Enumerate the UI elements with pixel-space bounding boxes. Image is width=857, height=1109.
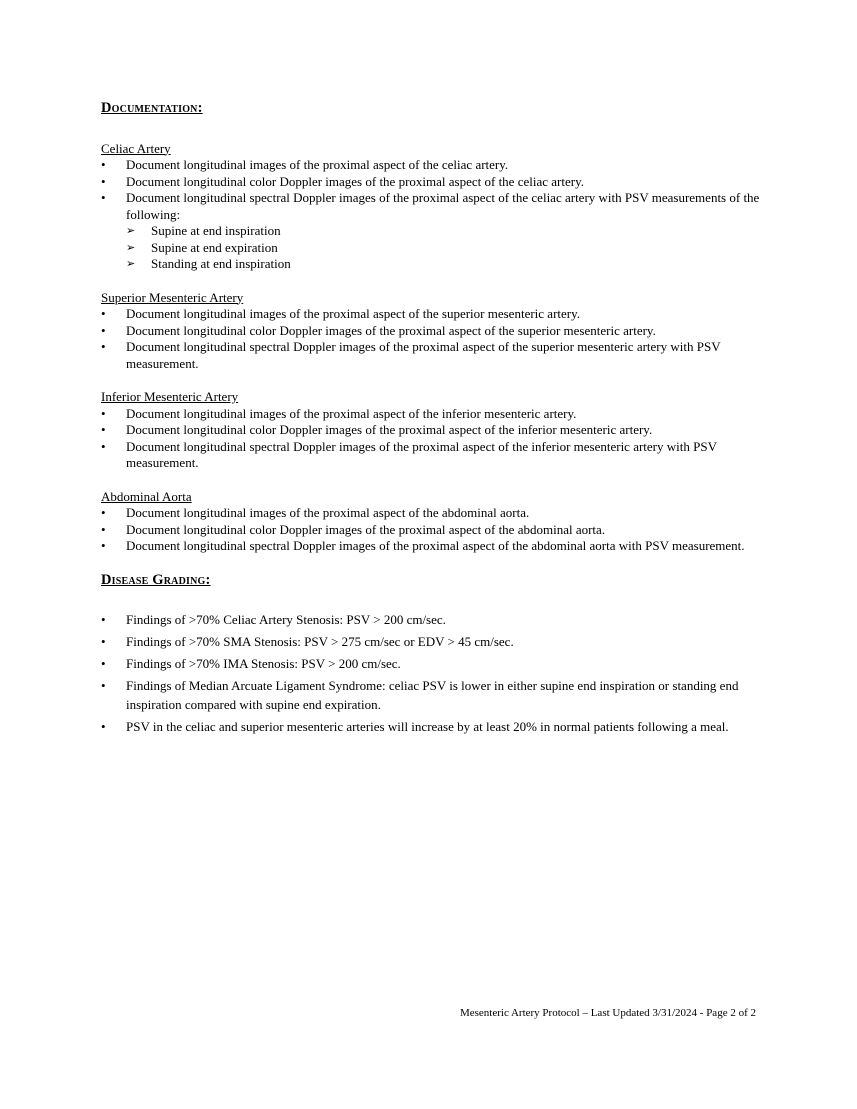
- item-text: PSV in the celiac and superior mesenteric arteries will increase by at least 20% in normal patients following a meal.: [126, 719, 729, 734]
- section-title: Inferior Mesenteric Artery: [101, 389, 239, 404]
- list-item: [101, 190, 761, 273]
- arrow-bullet-icon: ➢: [126, 241, 136, 254]
- list-item: [101, 406, 761, 423]
- bullet-icon: •: [101, 656, 106, 671]
- list-item: [101, 306, 761, 323]
- section-title: Celiac Artery: [101, 140, 171, 156]
- item-text: Findings of Median Arcuate Ligament Syndrome: celiac PSV is lower in either supine end inspiration or standing end inspiration compared with supine end expiration.: [126, 678, 739, 712]
- item-text: Document longitudinal images of the proximal aspect of the inferior mesenteric artery.: [126, 405, 577, 421]
- list-item: [101, 323, 761, 340]
- documentation-sections: [101, 141, 761, 555]
- item-text: Document longitudinal color Doppler images of the proximal aspect of the inferior mesenteric artery.: [126, 422, 653, 437]
- list-item: [101, 174, 761, 191]
- bullet-icon: •: [101, 634, 106, 649]
- list-item: [101, 676, 761, 714]
- item-text: Document longitudinal images of the proximal aspect of the abdominal aorta.: [126, 505, 530, 520]
- section-inferior-mesenteric-artery: [101, 389, 761, 472]
- bullet-icon: •: [101, 612, 106, 627]
- sub-list-item: [126, 223, 761, 240]
- item-text: Findings of >70% IMA Stenosis: PSV > 200 cm/sec.: [126, 656, 401, 671]
- list-item: [101, 632, 761, 651]
- list-item: [101, 339, 761, 372]
- bullet-icon: •: [101, 339, 106, 354]
- bullet-icon: •: [101, 438, 106, 454]
- bullet-icon: •: [101, 157, 106, 172]
- item-text: Document longitudinal color Doppler images of the proximal aspect of the abdominal aorta.: [126, 521, 606, 537]
- bullet-icon: •: [101, 719, 106, 734]
- item-text: Document longitudinal spectral Doppler images of the proximal aspect of the superior mesenteric artery with PSV measurement.: [126, 339, 721, 371]
- list-item: [101, 522, 761, 539]
- sub-list-item: [126, 240, 761, 257]
- bullet-icon: •: [101, 190, 106, 205]
- arrow-bullet-icon: ➢: [126, 258, 136, 270]
- item-text: Document longitudinal images of the proximal aspect of the celiac artery.: [126, 157, 509, 172]
- item-text: Document longitudinal spectral Doppler images of the proximal aspect of the abdominal aorta with PSV measurement.: [126, 538, 745, 553]
- sub-item-text: Supine at end expiration: [151, 239, 278, 255]
- sub-item-text: Supine at end inspiration: [151, 223, 281, 238]
- item-text: Findings of >70% SMA Stenosis: PSV > 275 cm/sec or EDV > 45 cm/sec.: [126, 634, 514, 649]
- item-text: Document longitudinal color Doppler images of the proximal aspect of the celiac artery.: [126, 173, 584, 189]
- document-page: [101, 100, 761, 739]
- item-text: Document longitudinal color Doppler images of the proximal aspect of the superior mesenteric artery.: [126, 322, 656, 338]
- list-item: [101, 422, 761, 439]
- sub-list: [126, 223, 761, 273]
- bullet-icon: •: [101, 521, 106, 537]
- arrow-bullet-icon: ➢: [126, 225, 136, 237]
- bullet-icon: •: [101, 306, 106, 321]
- bullet-icon: •: [101, 678, 106, 693]
- section-celiac-artery: [101, 141, 761, 273]
- sub-list-item: [126, 256, 761, 273]
- section-superior-mesenteric-artery: [101, 290, 761, 373]
- item-text: Findings of >70% Celiac Artery Stenosis: PSV > 200 cm/sec.: [126, 612, 446, 627]
- list-item: [101, 439, 761, 472]
- list-item: [101, 538, 761, 555]
- disease-grading-heading: Disease Grading:: [101, 571, 211, 588]
- list-item: [101, 505, 761, 522]
- bullet-icon: •: [101, 322, 106, 338]
- list-item: [101, 610, 761, 629]
- section-abdominal-aorta: [101, 489, 761, 555]
- bullet-icon: •: [101, 173, 106, 189]
- page-footer: Mesenteric Artery Protocol – Last Updated 3/31/2024 - Page 2 of 2: [459, 1007, 756, 1019]
- item-text: Document longitudinal images of the proximal aspect of the superior mesenteric artery.: [126, 306, 581, 321]
- bullet-icon: •: [101, 405, 106, 421]
- sub-item-text: Standing at end inspiration: [151, 256, 291, 271]
- list-item: [101, 654, 761, 673]
- list-item: [101, 157, 761, 174]
- list-item: [101, 717, 761, 736]
- section-title: Superior Mesenteric Artery: [101, 289, 244, 305]
- bullet-icon: •: [101, 538, 106, 553]
- disease-grading-list: [101, 610, 761, 736]
- bullet-icon: •: [101, 505, 106, 520]
- section-title: Abdominal Aorta: [101, 488, 192, 504]
- documentation-heading: Documentation:: [101, 100, 203, 116]
- item-text: Document longitudinal spectral Doppler images of the proximal aspect of the inferior mesenteric artery with PSV measurement.: [126, 438, 717, 470]
- bullet-icon: •: [101, 422, 106, 437]
- item-text: Document longitudinal spectral Doppler images of the proximal aspect of the celiac artery with PSV measurements of the following:: [126, 190, 760, 222]
